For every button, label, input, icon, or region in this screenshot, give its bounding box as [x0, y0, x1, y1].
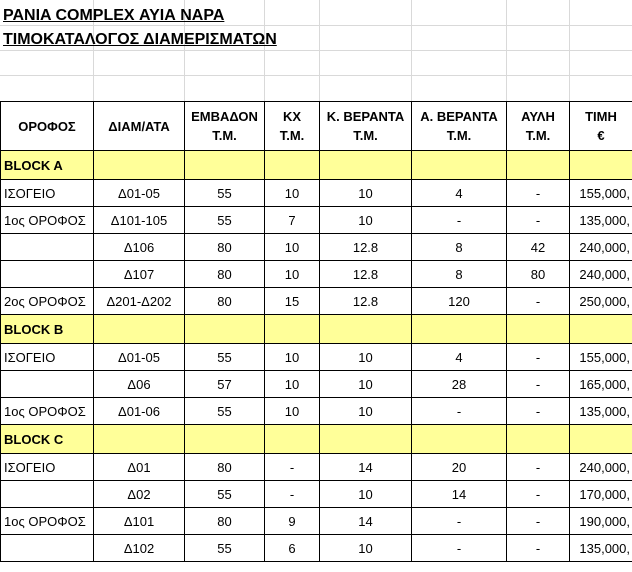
title-price-list[interactable]: ΤΙΜΟΚΑΤΑΛΟΓΟΣ ΔΙΑΜΕΡΙΣΜΑΤΩΝ [3, 31, 277, 48]
gridline [264, 0, 265, 101]
cell-kx[interactable]: 10 [265, 234, 320, 261]
table-cell[interactable] [185, 315, 265, 344]
cell-floor[interactable]: 1ος ΟΡΟΦΟΣ [1, 508, 94, 535]
gridline [506, 0, 507, 101]
table-row [1, 234, 632, 261]
table-cell[interactable] [320, 425, 412, 454]
cell-kx[interactable]: 10 [265, 261, 320, 288]
table-row [1, 180, 632, 207]
block-label[interactable]: BLOCK C [1, 425, 94, 454]
header-row [1, 102, 632, 151]
cell-yard[interactable]: - [507, 288, 570, 315]
cell-covered-veranda[interactable]: 10 [320, 371, 412, 398]
cell-yard[interactable]: - [507, 535, 570, 562]
cell-yard[interactable]: - [507, 508, 570, 535]
cell-area[interactable]: 80 [185, 261, 265, 288]
cell-yard[interactable]: - [507, 398, 570, 425]
cell-area[interactable]: 55 [185, 398, 265, 425]
table-cell[interactable] [570, 151, 632, 180]
block-row-a [1, 151, 632, 180]
table-cell[interactable] [320, 151, 412, 180]
cell-apartments[interactable]: Δ06 [94, 371, 185, 398]
table-cell[interactable] [265, 315, 320, 344]
cell-floor[interactable]: 1ος ΟΡΟΦΟΣ [1, 398, 94, 425]
block-label[interactable]: BLOCK B [1, 315, 94, 344]
cell-price[interactable]: 135,000, [570, 207, 632, 234]
cell-covered-veranda[interactable]: 14 [320, 454, 412, 481]
gridline [569, 0, 570, 101]
table-row [1, 481, 632, 508]
cell-area[interactable]: 80 [185, 288, 265, 315]
cell-open-veranda[interactable]: 8 [412, 261, 507, 288]
cell-covered-veranda[interactable]: 10 [320, 481, 412, 508]
cell-apartments[interactable]: Δ201-Δ202 [94, 288, 185, 315]
gridline [0, 75, 632, 76]
cell-covered-veranda[interactable]: 10 [320, 535, 412, 562]
block-row-c [1, 425, 632, 454]
cell-apartments[interactable]: Δ101-105 [94, 207, 185, 234]
gridline [411, 0, 412, 101]
cell-floor[interactable]: 1ος ΟΡΟΦΟΣ [1, 207, 94, 234]
header-cell-apartments[interactable]: ΔΙΑΜ/ΑΤΑ [94, 102, 185, 151]
table-cell[interactable] [94, 425, 185, 454]
title-complex-name[interactable]: PANIA COMPLEX ΑΥΙΑ ΝΑΡΑ [3, 7, 225, 24]
table-cell[interactable] [94, 151, 185, 180]
cell-yard[interactable]: - [507, 180, 570, 207]
cell-open-veranda[interactable]: 28 [412, 371, 507, 398]
table-row [1, 508, 632, 535]
block-label[interactable]: BLOCK A [1, 151, 94, 180]
cell-open-veranda[interactable]: 4 [412, 180, 507, 207]
price-table [0, 101, 632, 562]
cell-open-veranda[interactable]: - [412, 535, 507, 562]
cell-apartments[interactable]: Δ01-05 [94, 344, 185, 371]
cell-price[interactable]: 155,000, [570, 180, 632, 207]
table-cell[interactable] [412, 151, 507, 180]
gridline [0, 25, 632, 26]
table-cell[interactable] [185, 151, 265, 180]
table-cell[interactable] [412, 315, 507, 344]
cell-price[interactable]: 240,000, [570, 454, 632, 481]
table-row [1, 344, 632, 371]
table-row [1, 454, 632, 481]
cell-open-veranda[interactable]: - [412, 207, 507, 234]
cell-price[interactable]: 135,000, [570, 535, 632, 562]
cell-floor[interactable]: ΙΣΟΓΕΙΟ [1, 344, 94, 371]
cell-price[interactable]: 240,000, [570, 261, 632, 288]
cell-area[interactable]: 55 [185, 344, 265, 371]
cell-open-veranda[interactable]: - [412, 398, 507, 425]
cell-open-veranda[interactable]: 20 [412, 454, 507, 481]
cell-kx[interactable]: 7 [265, 207, 320, 234]
cell-area[interactable]: 80 [185, 508, 265, 535]
table-row [1, 535, 632, 562]
cell-price[interactable]: 165,000, [570, 371, 632, 398]
cell-kx[interactable]: 10 [265, 371, 320, 398]
cell-area[interactable]: 80 [185, 234, 265, 261]
table-cell[interactable] [185, 425, 265, 454]
cell-floor[interactable] [1, 371, 94, 398]
cell-kx[interactable]: 10 [265, 344, 320, 371]
cell-yard[interactable]: - [507, 481, 570, 508]
table-cell[interactable] [570, 315, 632, 344]
table-cell[interactable] [507, 151, 570, 180]
cell-floor[interactable] [1, 261, 94, 288]
cell-kx[interactable]: - [265, 454, 320, 481]
cell-open-veranda[interactable]: 14 [412, 481, 507, 508]
cell-floor[interactable]: ΙΣΟΓΕΙΟ [1, 454, 94, 481]
table-cell[interactable] [265, 425, 320, 454]
cell-price[interactable]: 240,000, [570, 234, 632, 261]
cell-area[interactable]: 55 [185, 535, 265, 562]
cell-covered-veranda[interactable]: 12.8 [320, 288, 412, 315]
table-cell[interactable] [320, 315, 412, 344]
cell-apartments[interactable]: Δ01-06 [94, 398, 185, 425]
cell-area[interactable]: 80 [185, 454, 265, 481]
cell-kx[interactable]: 6 [265, 535, 320, 562]
table-cell[interactable] [507, 425, 570, 454]
gridline [319, 0, 320, 101]
cell-yard[interactable]: - [507, 207, 570, 234]
header-cell-covered-veranda[interactable]: Κ. ΒΕΡΑΝΤΑ Τ.Μ. [320, 102, 412, 151]
cell-kx[interactable]: 10 [265, 398, 320, 425]
cell-yard[interactable]: - [507, 454, 570, 481]
header-cell-kx[interactable]: ΚΧ Τ.Μ. [265, 102, 320, 151]
header-cell-yard[interactable]: ΑΥΛΗ Τ.Μ. [507, 102, 570, 151]
cell-area[interactable]: 55 [185, 207, 265, 234]
cell-yard[interactable]: 80 [507, 261, 570, 288]
cell-open-veranda[interactable]: 120 [412, 288, 507, 315]
table-row [1, 398, 632, 425]
cell-floor[interactable]: ΙΣΟΓΕΙΟ [1, 180, 94, 207]
cell-yard[interactable]: - [507, 344, 570, 371]
cell-open-veranda[interactable]: 4 [412, 344, 507, 371]
cell-covered-veranda[interactable]: 12.8 [320, 234, 412, 261]
cell-kx[interactable]: 15 [265, 288, 320, 315]
cell-kx[interactable]: - [265, 481, 320, 508]
cell-floor[interactable] [1, 234, 94, 261]
table-cell[interactable] [94, 315, 185, 344]
gridline [0, 50, 632, 51]
table-row [1, 207, 632, 234]
cell-covered-veranda[interactable]: 10 [320, 398, 412, 425]
cell-covered-veranda[interactable]: 12.8 [320, 261, 412, 288]
header-cell-floor[interactable]: ΟΡΟΦΟΣ [1, 102, 94, 151]
cell-kx[interactable]: 9 [265, 508, 320, 535]
cell-floor[interactable]: 2ος ΟΡΟΦΟΣ [1, 288, 94, 315]
cell-apartments[interactable]: Δ01 [94, 454, 185, 481]
cell-area[interactable]: 55 [185, 180, 265, 207]
table-cell[interactable] [412, 425, 507, 454]
cell-area[interactable]: 57 [185, 371, 265, 398]
header-cell-area[interactable]: ΕΜΒΑΔΟΝ Τ.Μ. [185, 102, 265, 151]
cell-yard[interactable]: - [507, 371, 570, 398]
cell-open-veranda[interactable]: 8 [412, 234, 507, 261]
table-cell[interactable] [507, 315, 570, 344]
cell-apartments[interactable]: Δ107 [94, 261, 185, 288]
table-row [1, 288, 632, 315]
cell-apartments[interactable]: Δ02 [94, 481, 185, 508]
cell-covered-veranda[interactable]: 10 [320, 344, 412, 371]
cell-covered-veranda[interactable]: 14 [320, 508, 412, 535]
cell-covered-veranda[interactable]: 10 [320, 207, 412, 234]
cell-covered-veranda[interactable]: 10 [320, 180, 412, 207]
cell-price[interactable]: 155,000, [570, 344, 632, 371]
table-cell[interactable] [265, 151, 320, 180]
cell-apartments[interactable]: Δ01-05 [94, 180, 185, 207]
block-row-b [1, 315, 632, 344]
cell-price[interactable]: 190,000, [570, 508, 632, 535]
table-row [1, 261, 632, 288]
cell-area[interactable]: 55 [185, 481, 265, 508]
cell-price[interactable]: 170,000, [570, 481, 632, 508]
cell-open-veranda[interactable]: - [412, 508, 507, 535]
table-cell[interactable] [570, 425, 632, 454]
cell-apartments[interactable]: Δ106 [94, 234, 185, 261]
cell-price[interactable]: 250,000, [570, 288, 632, 315]
cell-apartments[interactable]: Δ101 [94, 508, 185, 535]
cell-floor[interactable] [1, 481, 94, 508]
table-row [1, 371, 632, 398]
cell-apartments[interactable]: Δ102 [94, 535, 185, 562]
cell-floor[interactable] [1, 535, 94, 562]
header-cell-open-veranda[interactable]: Α. ΒΕΡΑΝΤΑ Τ.Μ. [412, 102, 507, 151]
header-cell-price[interactable]: ΤΙΜΗ € [570, 102, 632, 151]
cell-kx[interactable]: 10 [265, 180, 320, 207]
cell-yard[interactable]: 42 [507, 234, 570, 261]
cell-price[interactable]: 135,000, [570, 398, 632, 425]
